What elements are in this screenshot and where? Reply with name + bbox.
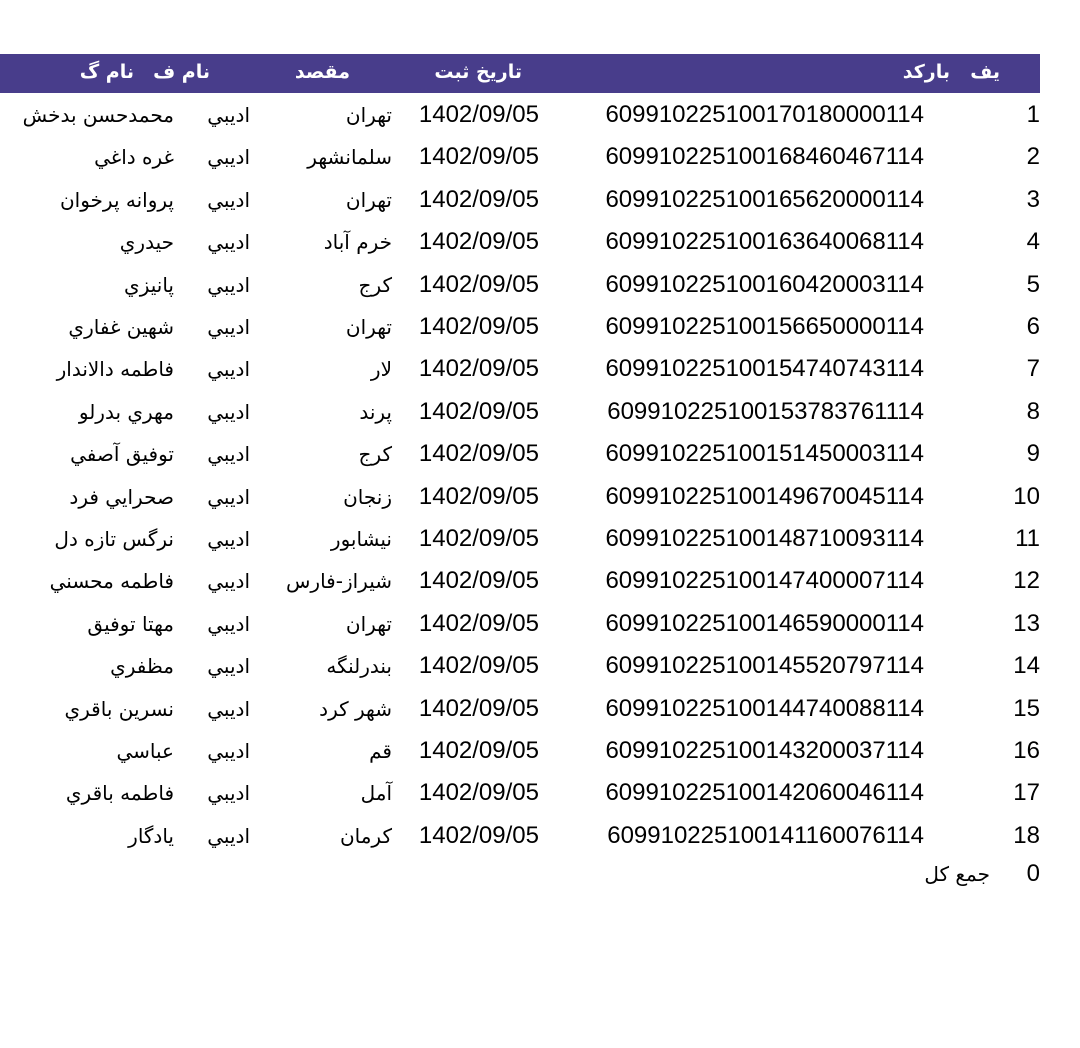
row-first-name: اديبي xyxy=(207,230,250,255)
row-barcode: 609910225100170180000114 xyxy=(605,101,924,128)
row-date: 1402/09/05 xyxy=(418,482,539,510)
row-last-name: پروانه پرخوان xyxy=(59,187,174,212)
row-last-name: فاطمه دالاندار xyxy=(56,357,174,382)
row-date: 1402/09/05 xyxy=(418,567,539,595)
table-row xyxy=(0,348,1080,390)
row-date: 1402/09/05 xyxy=(418,694,539,722)
row-date: 1402/09/05 xyxy=(418,355,539,383)
table-row xyxy=(0,391,1080,433)
row-date: 1402/09/05 xyxy=(418,101,539,128)
table-row xyxy=(0,306,1080,348)
row-last-name: صحرايي فرد xyxy=(69,484,174,509)
table-row xyxy=(0,264,1080,306)
row-barcode: 609910225100153783761114 xyxy=(607,397,924,425)
row-last-name: غره داغي xyxy=(94,145,174,170)
row-last-name: پانيزي xyxy=(124,272,174,297)
row-date: 1402/09/05 xyxy=(418,440,539,468)
row-last-name: مهتا توفيق xyxy=(87,611,174,636)
row-index: 3 xyxy=(1026,185,1040,213)
row-destination: تهران xyxy=(345,103,392,127)
total-row xyxy=(0,853,1080,895)
table-row xyxy=(0,815,1080,857)
row-barcode: 609910225100154740743114 xyxy=(605,355,924,383)
row-first-name: اديبي xyxy=(207,145,250,170)
row-destination: پرند xyxy=(359,399,392,424)
table-row xyxy=(0,136,1080,178)
row-first-name: اديبي xyxy=(207,654,250,679)
row-first-name: اديبي xyxy=(207,611,250,636)
row-last-name: نسرين باقري xyxy=(64,696,174,721)
row-index: 18 xyxy=(1013,821,1040,849)
row-destination: تهران xyxy=(345,187,392,212)
row-first-name: اديبي xyxy=(207,739,250,763)
row-date: 1402/09/05 xyxy=(418,779,539,807)
row-last-name: محمدحسن بدخش xyxy=(22,103,174,127)
row-destination: بندرلنگه xyxy=(326,654,392,679)
row-destination: کرمان xyxy=(339,823,392,848)
row-last-name: نرگس تازه دل xyxy=(54,527,174,551)
row-index: 17 xyxy=(1013,779,1040,807)
table-row xyxy=(0,688,1080,730)
row-index: 2 xyxy=(1026,143,1040,171)
row-date: 1402/09/05 xyxy=(418,397,539,425)
row-index: 4 xyxy=(1026,228,1040,256)
row-last-name: فاطمه باقري xyxy=(65,781,174,806)
row-barcode: 609910225100160420003114 xyxy=(605,270,924,298)
header-barcode: بارکد xyxy=(902,61,950,83)
row-date: 1402/09/05 xyxy=(418,737,539,764)
row-last-name: مظفري xyxy=(110,654,174,679)
row-date: 1402/09/05 xyxy=(418,185,539,213)
header-index: يف xyxy=(970,61,1000,83)
row-destination: خرم آباد xyxy=(323,230,392,255)
row-first-name: اديبي xyxy=(207,527,250,551)
row-barcode: 609910225100156650000114 xyxy=(605,313,924,340)
row-last-name: شهين غفاري xyxy=(68,315,174,339)
row-last-name: فاطمه محسني xyxy=(49,569,174,594)
row-index: 8 xyxy=(1026,397,1040,425)
table-row xyxy=(0,560,1080,602)
row-destination: تهران xyxy=(345,315,392,339)
total-label: جمع کل xyxy=(924,862,990,886)
row-last-name: يادگار xyxy=(128,823,174,848)
row-barcode: 609910225100144740088114 xyxy=(605,694,924,722)
row-date: 1402/09/05 xyxy=(418,143,539,171)
row-barcode: 609910225100168460467114 xyxy=(605,143,924,171)
row-date: 1402/09/05 xyxy=(418,652,539,680)
table-header xyxy=(0,54,1040,93)
table-row xyxy=(0,179,1080,221)
row-destination: قم xyxy=(369,739,392,763)
row-date: 1402/09/05 xyxy=(418,609,539,637)
row-last-name: عباسي xyxy=(116,739,174,763)
row-index: 9 xyxy=(1026,440,1040,468)
row-barcode: 609910225100151450003114 xyxy=(605,440,924,468)
row-first-name: اديبي xyxy=(207,823,250,848)
row-destination: کرج xyxy=(358,442,392,467)
table-row xyxy=(0,518,1080,560)
header-last-name: نام گ xyxy=(79,61,134,83)
header-first-name: نام ف xyxy=(153,61,210,83)
table-row xyxy=(0,603,1080,645)
row-first-name: اديبي xyxy=(207,272,250,297)
row-destination: سلمانشهر xyxy=(307,145,392,170)
row-index: 11 xyxy=(1015,525,1040,552)
row-destination: لار xyxy=(370,357,392,382)
header-destination: مقصد xyxy=(294,61,350,83)
row-barcode: 609910225100142060046114 xyxy=(605,779,924,807)
row-barcode: 609910225100145520797114 xyxy=(605,652,924,680)
row-destination: تهران xyxy=(345,611,392,636)
row-first-name: اديبي xyxy=(207,696,250,721)
row-date: 1402/09/05 xyxy=(418,821,539,849)
table-row xyxy=(0,772,1080,814)
total-value: 0 xyxy=(1026,860,1040,887)
row-first-name: اديبي xyxy=(207,187,250,212)
row-last-name: مهري بدرلو xyxy=(78,399,174,424)
row-barcode: 609910225100165620000114 xyxy=(605,185,924,213)
row-destination: زنجان xyxy=(343,484,392,509)
row-index: 16 xyxy=(1013,737,1040,764)
row-first-name: اديبي xyxy=(207,399,250,424)
row-first-name: اديبي xyxy=(207,442,250,467)
row-index: 13 xyxy=(1013,609,1040,637)
row-barcode: 609910225100146590000114 xyxy=(605,609,924,637)
row-date: 1402/09/05 xyxy=(418,228,539,256)
row-destination: شيراز-فارس xyxy=(286,569,392,594)
row-first-name: اديبي xyxy=(207,315,250,339)
row-index: 7 xyxy=(1026,355,1040,383)
table-row xyxy=(0,645,1080,687)
row-last-name: توفيق آصفي xyxy=(70,442,174,467)
row-first-name: اديبي xyxy=(207,569,250,594)
row-date: 1402/09/05 xyxy=(418,525,539,552)
row-first-name: اديبي xyxy=(207,103,250,127)
row-destination: کرج xyxy=(358,272,392,297)
row-barcode: 609910225100149670045114 xyxy=(605,482,924,510)
row-destination: نيشابور xyxy=(330,527,392,551)
header-date: تاريخ ثبت xyxy=(434,61,522,83)
row-barcode: 609910225100148710093114 xyxy=(605,525,924,552)
row-last-name: حيدري xyxy=(119,230,174,255)
row-barcode: 609910225100143200037114 xyxy=(605,737,924,764)
row-barcode: 609910225100141160076114 xyxy=(607,821,924,849)
table-row xyxy=(0,476,1080,518)
row-index: 12 xyxy=(1013,567,1040,595)
row-index: 14 xyxy=(1013,652,1040,680)
row-barcode: 609910225100147400007114 xyxy=(605,567,924,595)
row-index: 1 xyxy=(1026,101,1040,128)
row-first-name: اديبي xyxy=(207,357,250,382)
row-barcode: 609910225100163640068114 xyxy=(605,228,924,256)
row-date: 1402/09/05 xyxy=(418,270,539,298)
row-index: 15 xyxy=(1013,694,1040,722)
row-destination: آمل xyxy=(360,781,392,806)
row-destination: شهر کرد xyxy=(319,696,392,721)
table-row xyxy=(0,94,1080,136)
table-row xyxy=(0,433,1080,475)
row-index: 10 xyxy=(1013,482,1040,510)
row-index: 6 xyxy=(1026,313,1040,340)
table-row xyxy=(0,221,1080,263)
row-date: 1402/09/05 xyxy=(418,313,539,340)
row-index: 5 xyxy=(1026,270,1040,298)
row-first-name: اديبي xyxy=(207,781,250,806)
table-row xyxy=(0,730,1080,772)
row-first-name: اديبي xyxy=(207,484,250,509)
